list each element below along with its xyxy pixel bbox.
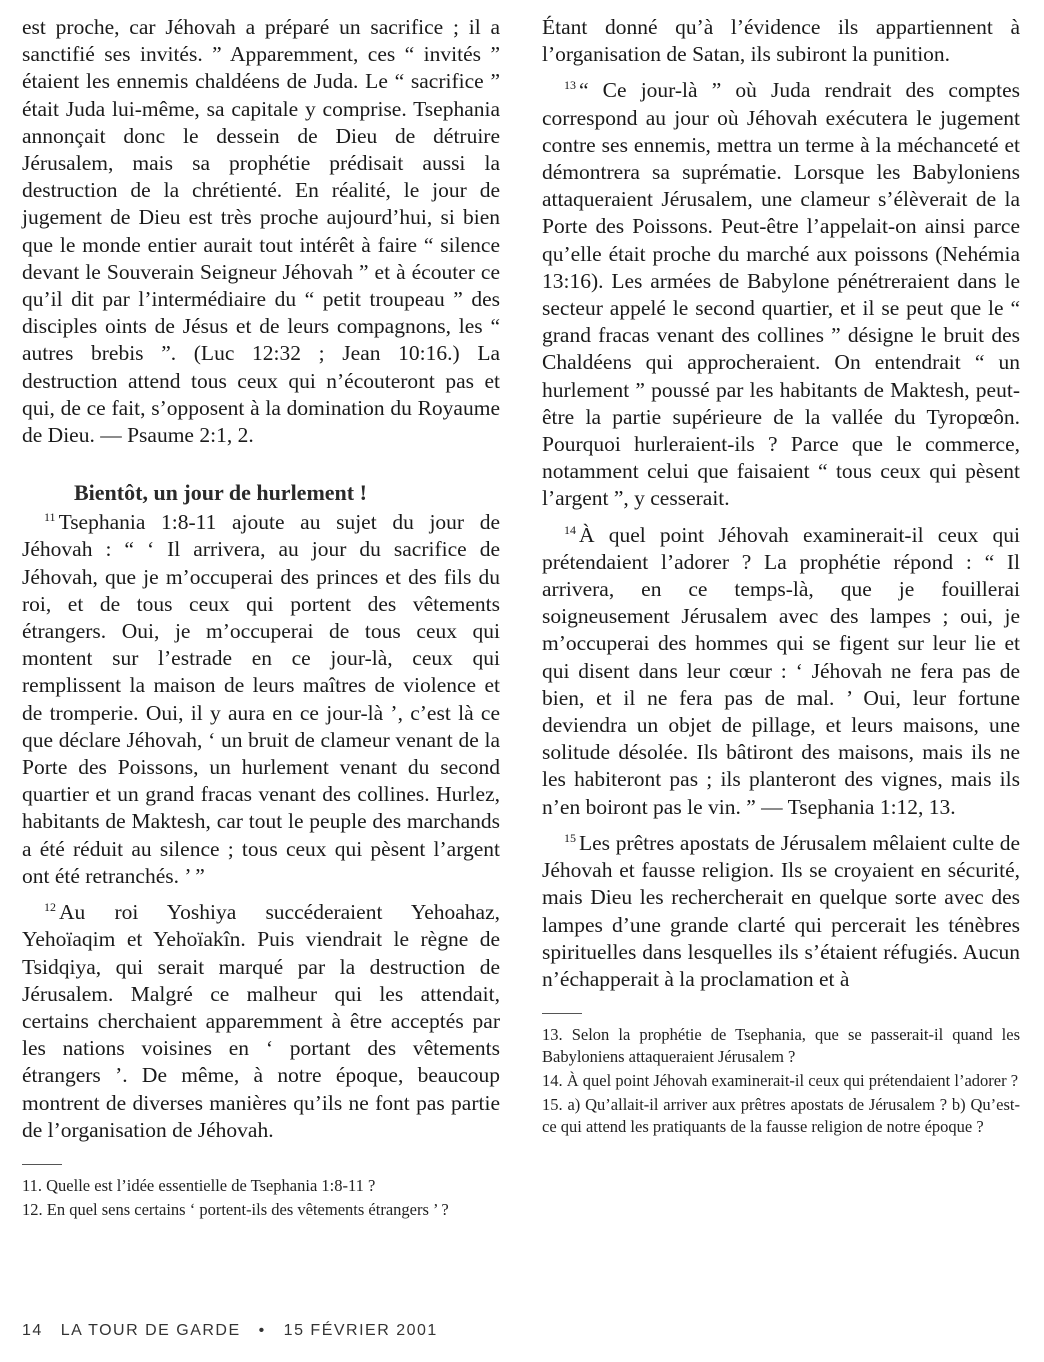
section-heading: Bientôt, un jour de hurlement !: [74, 480, 367, 506]
issue-date: 15 FÉVRIER 2001: [283, 1322, 438, 1339]
paragraph-15: [542, 830, 1020, 993]
paragraph-number-11: 11: [44, 510, 56, 525]
page-number: 14: [22, 1322, 43, 1339]
page-footer: [22, 1322, 450, 1340]
footnote-divider: [22, 1164, 62, 1165]
paragraph-14-text: À quel point Jéhovah examinerait-il ceux qui prétendaient l’adorer ? La prophétie répond : “ Il arrivera, en ce temps-là, que je fouillerai soigneusement Jérusalem avec des lampes ; oui, je m’occuperai des hommes qui se figent sur leur lie et qui disent dans leur cœur : ‘ Jéhovah ne fera pas de bien, et il ne fera pas de mal. ’ Oui, leur fortune deviendra un objet de pillage, et leurs maisons, une solitude désolée. Ils bâtiront des maisons, mais ils ne les habiteront pas ; ils planteront des vignes, mais ils n’en boiront pas le vin. ” — Tsephania 1:12, 13.: [542, 522, 1020, 819]
paragraph-11-text: Tsephania 1:8-11 ajoute au sujet du jour de Jéhovah : “ ‘ Il arrivera, au jour du sacrifice de Jéhovah, que je m’occuperai des princes et des fils du roi, et de tous ceux qui portent des vêtements étrangers. Oui, je m’occuperai de tous ceux qui montent sur l’estrade en ce jour-là, ceux qui remplissent la maison de leurs maîtres de violence et de tromperie. Oui, il y aura en ce jour-là ’, c’est là ce que déclare Jéhovah, ‘ un bruit de clameur venant de la Porte des Poissons, un hurlement venant du second quartier et un grand fracas venant des collines. Hurlez, habitants de Maktesh, car tout le peuple des marchands a été réduit au silence ; tous ceux qui pèsent l’argent ont été retranchés. ’ ”: [22, 510, 500, 888]
paragraph-number-15: 15: [564, 830, 576, 845]
footnote-question-15: 15. a) Qu’allait-il arriver aux prêtres apostats de Jérusalem ? b) Qu’est-ce qui attend les pratiquants de la fausse religion de notre époque ?: [542, 1095, 1020, 1137]
paragraph-15-text: Les prêtres apostats de Jérusalem mêlaient culte de Jéhovah et fausse religion. Ils se croyaient en sécurité, mais Dieu les rechercherait en quelque sorte avec des lampes d’une grande clarté qui percerait les ténèbres spirituelles dans lesquelles ils s’étaient réfugiés. Aucun n’échapperait à la proclamation et à: [542, 830, 1020, 991]
paragraph-number-12: 12: [44, 899, 56, 914]
footer-separator: •: [258, 1322, 266, 1339]
footnotes-right: [542, 1024, 1020, 1138]
paragraph-11: [22, 509, 500, 890]
paragraph-13: [542, 77, 1020, 512]
publication-title: LA TOUR DE GARDE: [60, 1322, 241, 1339]
left-column: [22, 14, 500, 1223]
paragraph-12-text: Au roi Yoshiya succéderaient Yehoahaz, Yehoïaqim et Yehoïakîn. Puis viendrait le règne de Tsidqiya, qui serait marqué par la destruction de Jérusalem. Malgré ce malheur qui les attendait, certains cherchaient apparemment à être acceptés par les nations voisines en ‘ portant des vêtements étrangers ’. De même, à notre époque, beaucoup montrent de diverses manières qu’ils ne font pas partie de l’organisation de Jéhovah.: [22, 900, 500, 1142]
paragraph-13-text: “ Ce jour-là ” où Juda rendrait des comptes correspond au jour où Jéhovah exécutera le jugement contre ses ennemis, mettra un terme à la méchanceté et démontrera sa suprématie. Lorsque les Babyloniens attaqueraient Jérusalem, une clameur s’élèverait de la Porte des Poissons. Peut-être l’appelait-on ainsi parce qu’elle était proche du marché aux poissons (Nehémia 13:16). Les armées de Babylone pénétreraient dans le secteur appelé le second quartier, et il se peut que le “ grand fracas venant des collines ” désigne le bruit des Chaldéens qui approcheraient. On entendrait “ un hurlement ” poussé par les habitants de Maktesh, peut-être la partie supérieure de la vallée du Tyropœôn. Pourquoi hurleraient-ils ? Parce que le commerce, notamment celui que faisaient “ tous ceux qui pèsent l’argent ”, y cesserait.: [542, 78, 1020, 511]
footnote-question-14: 14. À quel point Jéhovah examinerait-il ceux qui prétendaient l’adorer ?: [542, 1071, 1019, 1091]
footnote-question-13: 13. Selon la prophétie de Tsephania, que se passerait-il quand les Babyloniens attaqueraient Jérusalem ?: [542, 1025, 1020, 1067]
paragraph-continued-right: Étant donné qu’à l’évidence ils appartiennent à l’organisation de Satan, ils subiront la punition.: [542, 15, 1020, 67]
footnote-divider: [542, 1013, 582, 1014]
paragraph-number-13: 13: [564, 78, 576, 93]
paragraph-14: [542, 522, 1020, 821]
paragraph-continued-left: est proche, car Jéhovah a préparé un sacrifice ; il a sanctifié ses invités. ” Apparemment, ces “ invités ” étaient les ennemis chaldéens de Juda. Le “ sacrifice ” était Juda lui-même, sa capitale y comprise. Tsephania annonçait donc le dessein de Dieu de détruire Jérusalem, mais sa prophétie prédisait aussi la destruction de la chrétienté. En réalité, le jour de jugement de Dieu est très proche aujourd’hui, si bien que le monde entier aurait tout intérêt à faire “ silence devant le Souverain Seigneur Jéhovah ” et à écouter ce qu’il dit par l’intermédiaire du “ petit troupeau ” des disciples oints de Jésus et de leurs compagnons, les “ autres brebis ”. (Luc 12:32 ; Jean 10:16.) La destruction attend tous ceux qui n’écouteront pas et qui, de ce fait, s’opposent à la domination du Royaume de Dieu. — Psaume 2:1, 2.: [22, 15, 500, 448]
right-column: [542, 14, 1020, 1140]
paragraph-number-14: 14: [564, 522, 576, 537]
paragraph-12: [22, 899, 500, 1144]
footnotes-left: [22, 1175, 500, 1221]
footnote-question-11: 11. Quelle est l’idée essentielle de Tsephania 1:8-11 ?: [22, 1175, 376, 1195]
footnote-question-12: 12. En quel sens certains ‘ portent-ils des vêtements étrangers ’ ?: [22, 1199, 449, 1219]
